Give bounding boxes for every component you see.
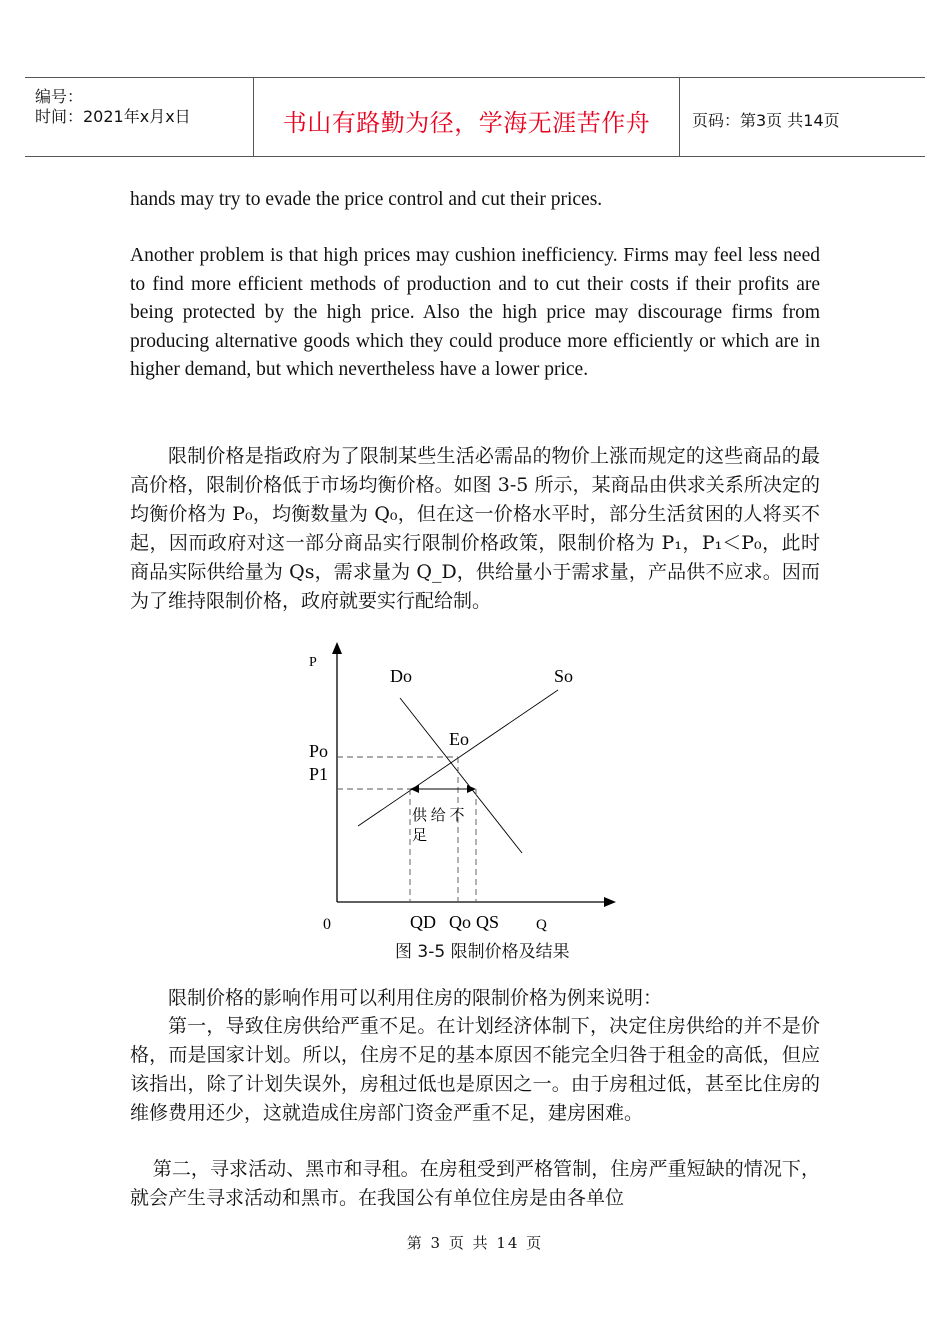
number-label: 编号： <box>35 87 84 106</box>
motto: 书山有路勤为径，学海无涯苦作舟 <box>282 109 651 137</box>
chinese-p1: 限制价格是指政府为了限制某些生活必需品的物价上涨而规定的这些商品的最高价格，限制价格低于市场均衡价格。如图 3-5 所示，某商品由供求关系所决定的均衡价格为 P₀，均衡数量为 Q₀，但在这一价格水平时，部分生活贫困的人将买不起，因而政府对这一部分商品实行限制价格政策，限制价格为 P₁，P₁＜P₀，此时商品实际供给量为 Qs，需求量为 Q_D，供给量小于需求量，产品供不应求。因而为了维持限制价格，政府就要实行配给制。 <box>130 445 820 612</box>
shortage-arrow-left <box>410 785 419 793</box>
p0-label: Po <box>309 741 329 761</box>
chinese-paragraph-2 <box>130 984 820 1013</box>
price-ceiling-figure <box>300 640 630 940</box>
chinese-paragraph-3 <box>130 1012 820 1128</box>
shortage-arrow-right <box>467 785 476 793</box>
header-page-cell <box>680 78 925 156</box>
page-footer: 第 3 页 共 14 页 <box>406 1234 544 1252</box>
chinese-paragraph-1 <box>130 442 820 616</box>
header-motto-cell <box>254 78 680 156</box>
chinese-p3: 第一，导致住房供给严重不足。在计划经济体制下，决定住房供给的并不是价格，而是国家计划。所以，住房不足的基本原因不能完全归咎于租金的高低，但应该指出，除了计划失误外，房租过低也是原因之一。由于房租过低，甚至比住房的维修费用还少，这就造成住房部门资金严重不足，建房困难。 <box>130 1015 820 1124</box>
shortage-label-2: 足 <box>412 828 428 844</box>
supply-label: So <box>554 666 574 686</box>
y-axis-arrow <box>332 642 342 654</box>
chinese-paragraph-4 <box>130 1155 820 1213</box>
chinese-p4: 第二，寻求活动、黑市和寻租。在房租受到严格管制，住房严重短缺的情况下，就会产生寻求活动和黑市。在我国公有单位住房是由各单位 <box>130 1158 820 1209</box>
english-p1: hands may try to evade the price control and cut their prices. <box>130 189 603 210</box>
header-meta <box>25 78 254 156</box>
time-label: 时间：2021年x月x日 <box>35 107 191 126</box>
x-axis-arrow <box>604 897 616 907</box>
p1-label: P1 <box>309 764 329 784</box>
origin-label: 0 <box>323 916 331 933</box>
shortage-label: 供 给 不 <box>412 808 465 824</box>
english-paragraph-1 <box>130 186 820 215</box>
qs-label: QS <box>476 912 500 932</box>
figure-caption: 图 3-5 限制价格及结果 <box>395 942 570 962</box>
english-paragraph-2 <box>130 242 820 385</box>
page-info: 页码：第3页 共14页 <box>692 111 840 130</box>
qd-label: QD <box>410 912 436 932</box>
p-axis-label: P <box>309 655 317 670</box>
english-p2: Another problem is that high prices may cushion inefficiency. Firms may feel less need to find more efficient methods of production and to cut their costs if their profits are being protected by the high price. Also the high price may discourage firms from producing alternative goods which they could produce more efficiently or which are in higher demand, but which nevertheless have a lower price. <box>130 245 820 381</box>
q-axis-label: Q <box>536 917 547 933</box>
chinese-p2: 限制价格的影响作用可以利用住房的限制价格为例来说明： <box>168 987 663 1009</box>
equilibrium-label: Eo <box>449 729 469 749</box>
q0-label: Qo <box>449 912 471 932</box>
demand-label: Do <box>390 666 412 686</box>
page-header <box>25 77 925 157</box>
